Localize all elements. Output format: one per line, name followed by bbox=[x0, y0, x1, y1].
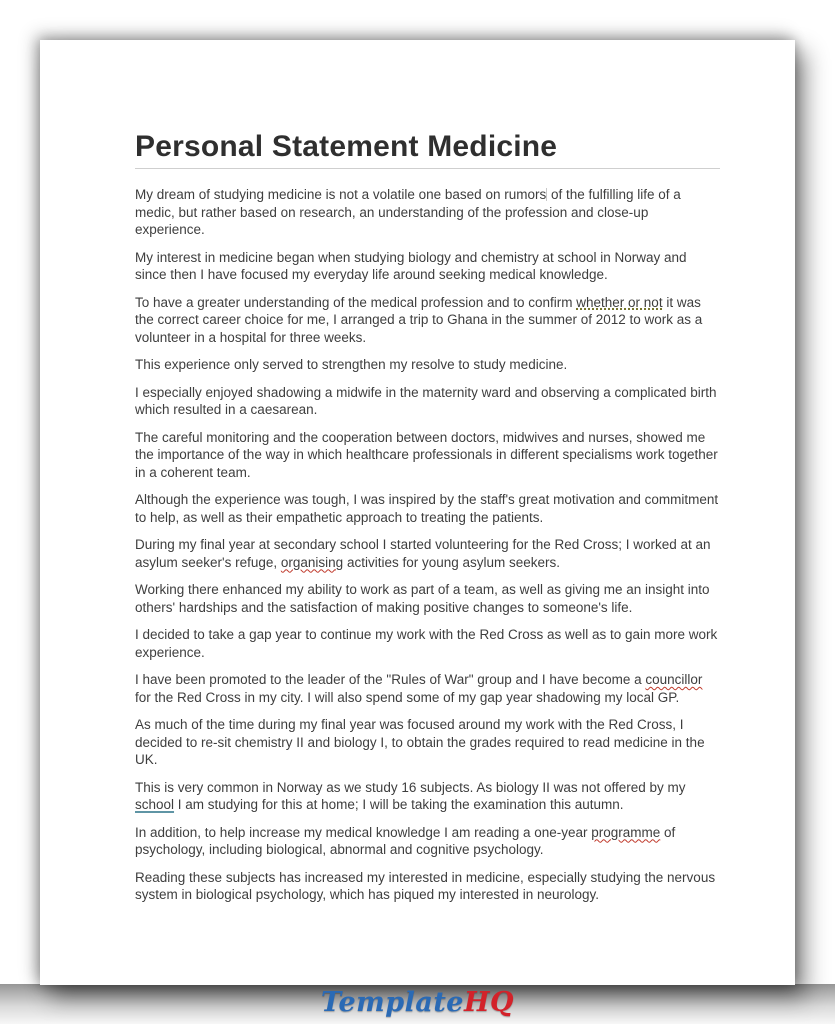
grammar-green-marked-word: whether or not bbox=[576, 294, 663, 310]
paragraph bbox=[135, 671, 720, 706]
text-run: Working there enhanced my ability to work as part of a team, as well as giving me an insight into others' hardships and the satisfaction of making positive changes to someone's life. bbox=[135, 582, 710, 615]
spell-marked-word: organising bbox=[280, 554, 344, 570]
text-run: I have been promoted to the leader of the "Rules of War" group and I have become a bbox=[135, 672, 646, 687]
paragraph bbox=[135, 294, 720, 347]
text-run: I especially enjoyed shadowing a midwife in the maternity ward and observing a complicated birth which resulted in a caesarean. bbox=[135, 384, 717, 417]
paragraph bbox=[135, 249, 720, 284]
text-run: The careful monitoring and the cooperation between doctors, midwives and nurses, showed me the importance of the way in which healthcare professionals in different specialisms work together in a coherent team. bbox=[135, 429, 718, 480]
text-run: My dream of studying medicine is not a volatile one based on rumors bbox=[135, 187, 547, 202]
paragraph-list bbox=[135, 186, 720, 904]
title-divider bbox=[135, 168, 720, 169]
paragraph bbox=[135, 384, 720, 419]
text-run: Although the experience was tough, I was inspired by the staff's great motivation and commitment to help, as well as their empathetic approach to treating the patients. bbox=[135, 492, 719, 525]
text-run: This is very common in Norway as we study 16 subjects. As biology II was not offered by my bbox=[135, 779, 686, 795]
text-run: activities for young asylum seekers. bbox=[343, 554, 561, 570]
text-run: My interest in medicine began when studying biology and chemistry at school in Norway and since then I have focused my everyday life around seeking medical knowledge. bbox=[135, 249, 687, 282]
paragraph bbox=[135, 869, 720, 904]
text-run: of psychology, including biological, abnormal and cognitive psychology. bbox=[135, 824, 676, 857]
paragraph bbox=[135, 824, 720, 859]
text-run: for the Red Cross in my city. I will also spend some of my gap year shadowing my local GP. bbox=[135, 689, 680, 705]
text-run: As much of the time during my final year was focused around my work with the Red Cross, I decided to re-sit chemistry II and biology I, to obtain the grades required to read medicine in the UK. bbox=[135, 717, 705, 767]
paragraph bbox=[135, 186, 720, 239]
paragraph bbox=[135, 716, 720, 769]
paragraph bbox=[135, 356, 720, 374]
text-run: In addition, to help increase my medical knowledge I am reading a one-year bbox=[135, 824, 592, 840]
page-title: Personal Statement Medicine bbox=[135, 130, 558, 163]
spell-marked-word: councillor bbox=[645, 672, 703, 687]
paragraph bbox=[135, 491, 720, 526]
text-run: During my final year at secondary school I started volunteering for the Red Cross; I worked at an asylum seeker's refuge, bbox=[135, 537, 711, 570]
text-run: of the fulfilling life of a medic, but rather based on research, an understanding of the profession and close-up experience. bbox=[135, 187, 681, 237]
templatehq-logo bbox=[0, 986, 835, 1020]
text-run: I am studying for this at home; I will be taking the examination this autumn. bbox=[174, 797, 624, 812]
text-run: Reading these subjects has increased my interested in medicine, especially studying the nervous system in biological psychology, which has piqued my interested in neurology. bbox=[135, 869, 716, 902]
text-run: I decided to take a gap year to continue my work with the Red Cross as well as to gain more work experience. bbox=[135, 627, 718, 660]
paragraph bbox=[135, 429, 720, 482]
paragraph bbox=[135, 581, 720, 616]
spell-marked-word: programme bbox=[591, 824, 661, 840]
paragraph bbox=[135, 626, 720, 661]
paragraph bbox=[135, 536, 720, 571]
text-run: it was the correct career choice for me, I arranged a trip to Ghana in the summer of 2012 to work as a volunteer in a hospital for three weeks. bbox=[135, 294, 703, 345]
logo-text-hq: HQ bbox=[464, 987, 515, 1018]
logo-text-template: Template bbox=[320, 987, 464, 1018]
paragraph bbox=[135, 779, 720, 814]
document-page bbox=[40, 40, 795, 985]
text-run: This experience only served to strengthen my resolve to study medicine. bbox=[135, 357, 568, 372]
document-content bbox=[40, 40, 795, 904]
text-run: To have a greater understanding of the medical profession and to confirm bbox=[135, 294, 577, 310]
grammar-blue-marked-word: school bbox=[135, 797, 175, 812]
